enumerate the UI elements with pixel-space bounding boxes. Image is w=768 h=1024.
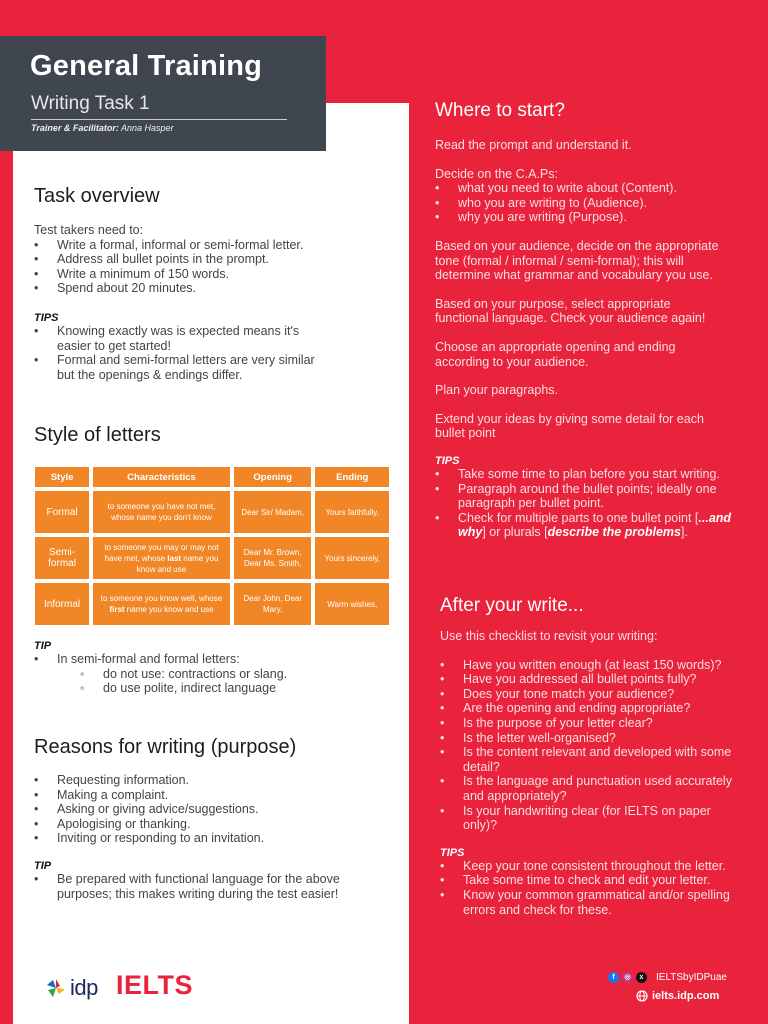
- list-item: • Take some time to check and edit your letter.: [440, 873, 750, 888]
- style-tip-sublist: [34, 667, 384, 696]
- checklist-item: • Does your tone match your audience?: [440, 687, 750, 702]
- table-row: [34, 536, 390, 580]
- idp-wordmark: idp: [70, 975, 98, 1000]
- characteristics-cell: to someone you know well, whose first name you know and use: [92, 582, 231, 626]
- col-header: Opening: [233, 466, 313, 488]
- page-subtitle: Writing Task 1: [31, 93, 150, 114]
- title-box: [0, 36, 326, 151]
- list-item: • Be prepared with functional language for the above purposes; this makes writing during the test easier!: [34, 872, 367, 901]
- idp-logo: [45, 975, 98, 1001]
- style-heading: Style of letters: [34, 424, 161, 446]
- caps-list: [435, 181, 745, 225]
- list-item: • Asking or giving advice/suggestions.: [34, 802, 384, 817]
- trainer-name: Anna Hasper: [121, 123, 174, 133]
- after-tips-list: [440, 859, 750, 917]
- tip-label: TIP: [34, 859, 52, 872]
- list-item: • Spend about 20 minutes.: [34, 281, 384, 296]
- after-write-section: [440, 595, 750, 917]
- title-divider: [31, 119, 287, 120]
- globe-icon: [636, 990, 648, 1002]
- list-item: • Apologising or thanking.: [34, 817, 384, 832]
- style-tip: [34, 640, 384, 696]
- ending-cell: Yours faithfully,: [314, 490, 390, 534]
- opening-cell: Dear Sir/ Madam,: [233, 490, 313, 534]
- table-row: [34, 490, 390, 534]
- list-item: • who you are writing to (Audience).: [435, 196, 745, 211]
- tip-label: TIP: [34, 640, 52, 652]
- website-link[interactable]: [636, 990, 719, 1002]
- col-header: Ending: [314, 466, 390, 488]
- list-item: • In semi-formal and formal letters:: [34, 652, 384, 667]
- list-item: • Know your common grammatical and/or spelling errors and check for these.: [440, 888, 753, 917]
- where-to-start-heading: Where to start?: [435, 100, 565, 121]
- list-item: • Formal and semi-formal letters are very similar but the openings & endings differ.: [34, 353, 327, 382]
- list-item: • why you are writing (Purpose).: [435, 210, 745, 225]
- list-item: • Paragraph around the bullet points; ideally one paragraph per bullet point.: [435, 482, 748, 511]
- list-item: • Inviting or responding to an invitation.: [34, 831, 384, 846]
- tips-label: TIPS: [440, 846, 465, 859]
- social-links: [608, 972, 727, 983]
- paragraph: Read the prompt and understand it.: [435, 138, 632, 152]
- paragraph: Based on your audience, decide on the appropriate tone (formal / informal / semi-formal); this will determine what grammar and vocabulary you use.: [435, 238, 719, 283]
- style-tip-list: [34, 652, 384, 667]
- list-item: • Take some time to plan before you start writing.: [435, 467, 745, 482]
- reasons-heading: Reasons for writing (purpose): [34, 736, 297, 758]
- ending-cell: Yours sincerely,: [314, 536, 390, 580]
- list-item: • Address all bullet points in the prompt.: [34, 252, 384, 267]
- characteristics-cell: to someone you have not met, whose name you don't know: [92, 490, 231, 534]
- characteristics-cell: to someone you may or may not have met, whose last name you know and use: [92, 536, 231, 580]
- idp-mark-icon: [45, 977, 67, 999]
- trainer-credit: [31, 123, 174, 133]
- sub-list-item: ◦ do not use: contractions or slang.: [80, 667, 384, 682]
- paragraph: Extend your ideas by giving some detail for each bullet point: [435, 411, 704, 441]
- checklist-item: • Have you addressed all bullet points fully?: [440, 672, 750, 687]
- checklist-item: • Is your handwriting clear (for IELTS on paper only)?: [440, 804, 743, 833]
- instagram-icon[interactable]: ◎: [622, 972, 633, 983]
- style-cell: Formal: [34, 490, 90, 534]
- checklist-item: • Is the content relevant and developed with some detail?: [440, 745, 753, 774]
- list-item: • Write a minimum of 150 words.: [34, 267, 384, 282]
- checklist-item: • Is the letter well-organised?: [440, 731, 750, 746]
- paragraph: Decide on the C.A.Ps:: [435, 166, 558, 181]
- page-title: General Training: [30, 50, 263, 82]
- where-to-start-section: [435, 100, 745, 540]
- social-handle[interactable]: IELTSbyIDPuae: [656, 972, 727, 983]
- list-item: • what you need to write about (Content).: [435, 181, 745, 196]
- trainer-label: Trainer & Facilitator:: [31, 123, 119, 133]
- style-table: [32, 464, 392, 628]
- checklist-item: • Have you written enough (at least 150 words)?: [440, 658, 750, 673]
- after-write-intro: Use this checklist to revisit your writing:: [440, 629, 658, 643]
- reasons-tip-list: [34, 872, 384, 901]
- task-overview-tips: [34, 324, 384, 382]
- reasons-list: [34, 773, 384, 846]
- facebook-icon[interactable]: f: [608, 972, 619, 983]
- list-item: • Knowing exactly was is expected means it's easier to get started!: [34, 324, 317, 353]
- opening-cell: Dear Mr. Brown, Dear Ms. Smith,: [233, 536, 313, 580]
- table-header-row: [34, 466, 390, 488]
- sub-list-item: ◦ do use polite, indirect language: [80, 681, 384, 696]
- list-item: • Making a complaint.: [34, 788, 384, 803]
- x-icon[interactable]: x: [636, 972, 647, 983]
- paragraph: Choose an appropriate opening and ending according to your audience.: [435, 339, 676, 369]
- where-tips-list: [435, 467, 745, 540]
- opening-cell: Dear John, Dear Mary,: [233, 582, 313, 626]
- list-item: • Requesting information.: [34, 773, 384, 788]
- checklist-item: • Are the opening and ending appropriate?: [440, 701, 750, 716]
- ielts-logo: IELTS: [116, 970, 194, 1000]
- checklist: [440, 658, 750, 833]
- tips-label: TIPS: [34, 311, 59, 324]
- task-overview-heading: Task overview: [34, 185, 160, 207]
- style-cell: Informal: [34, 582, 90, 626]
- paragraph: Plan your paragraphs.: [435, 383, 558, 398]
- task-overview-intro: Test takers need to:: [34, 223, 144, 237]
- style-section-heading-wrap: [34, 424, 384, 447]
- style-cell: Semi-formal: [34, 536, 90, 580]
- task-overview-section: [34, 185, 384, 382]
- checklist-item: • Is the language and punctuation used accurately and appropriately?: [440, 774, 753, 803]
- emphasis-first: first: [109, 605, 125, 614]
- list-item: • Keep your tone consistent throughout the letter.: [440, 859, 750, 874]
- list-item: • Check for multiple parts to one bullet point [...and why] or plurals [describe the problems].: [435, 511, 745, 540]
- list-item: • Write a formal, informal or semi-formal letter.: [34, 238, 384, 253]
- website-text[interactable]: ielts.idp.com: [652, 990, 720, 1002]
- ending-cell: Warm wishes,: [314, 582, 390, 626]
- table-row: [34, 582, 390, 626]
- after-write-heading: After your write...: [440, 595, 584, 616]
- paragraph: Based on your purpose, select appropriate functional language. Check your audience again!: [435, 296, 706, 326]
- emphasis-last: last: [167, 553, 182, 563]
- col-header: Characteristics: [92, 466, 231, 488]
- col-header: Style: [34, 466, 90, 488]
- reasons-section: [34, 736, 384, 901]
- checklist-item: • Is the purpose of your letter clear?: [440, 716, 750, 731]
- task-overview-list: [34, 238, 384, 296]
- tips-label: TIPS: [435, 454, 460, 467]
